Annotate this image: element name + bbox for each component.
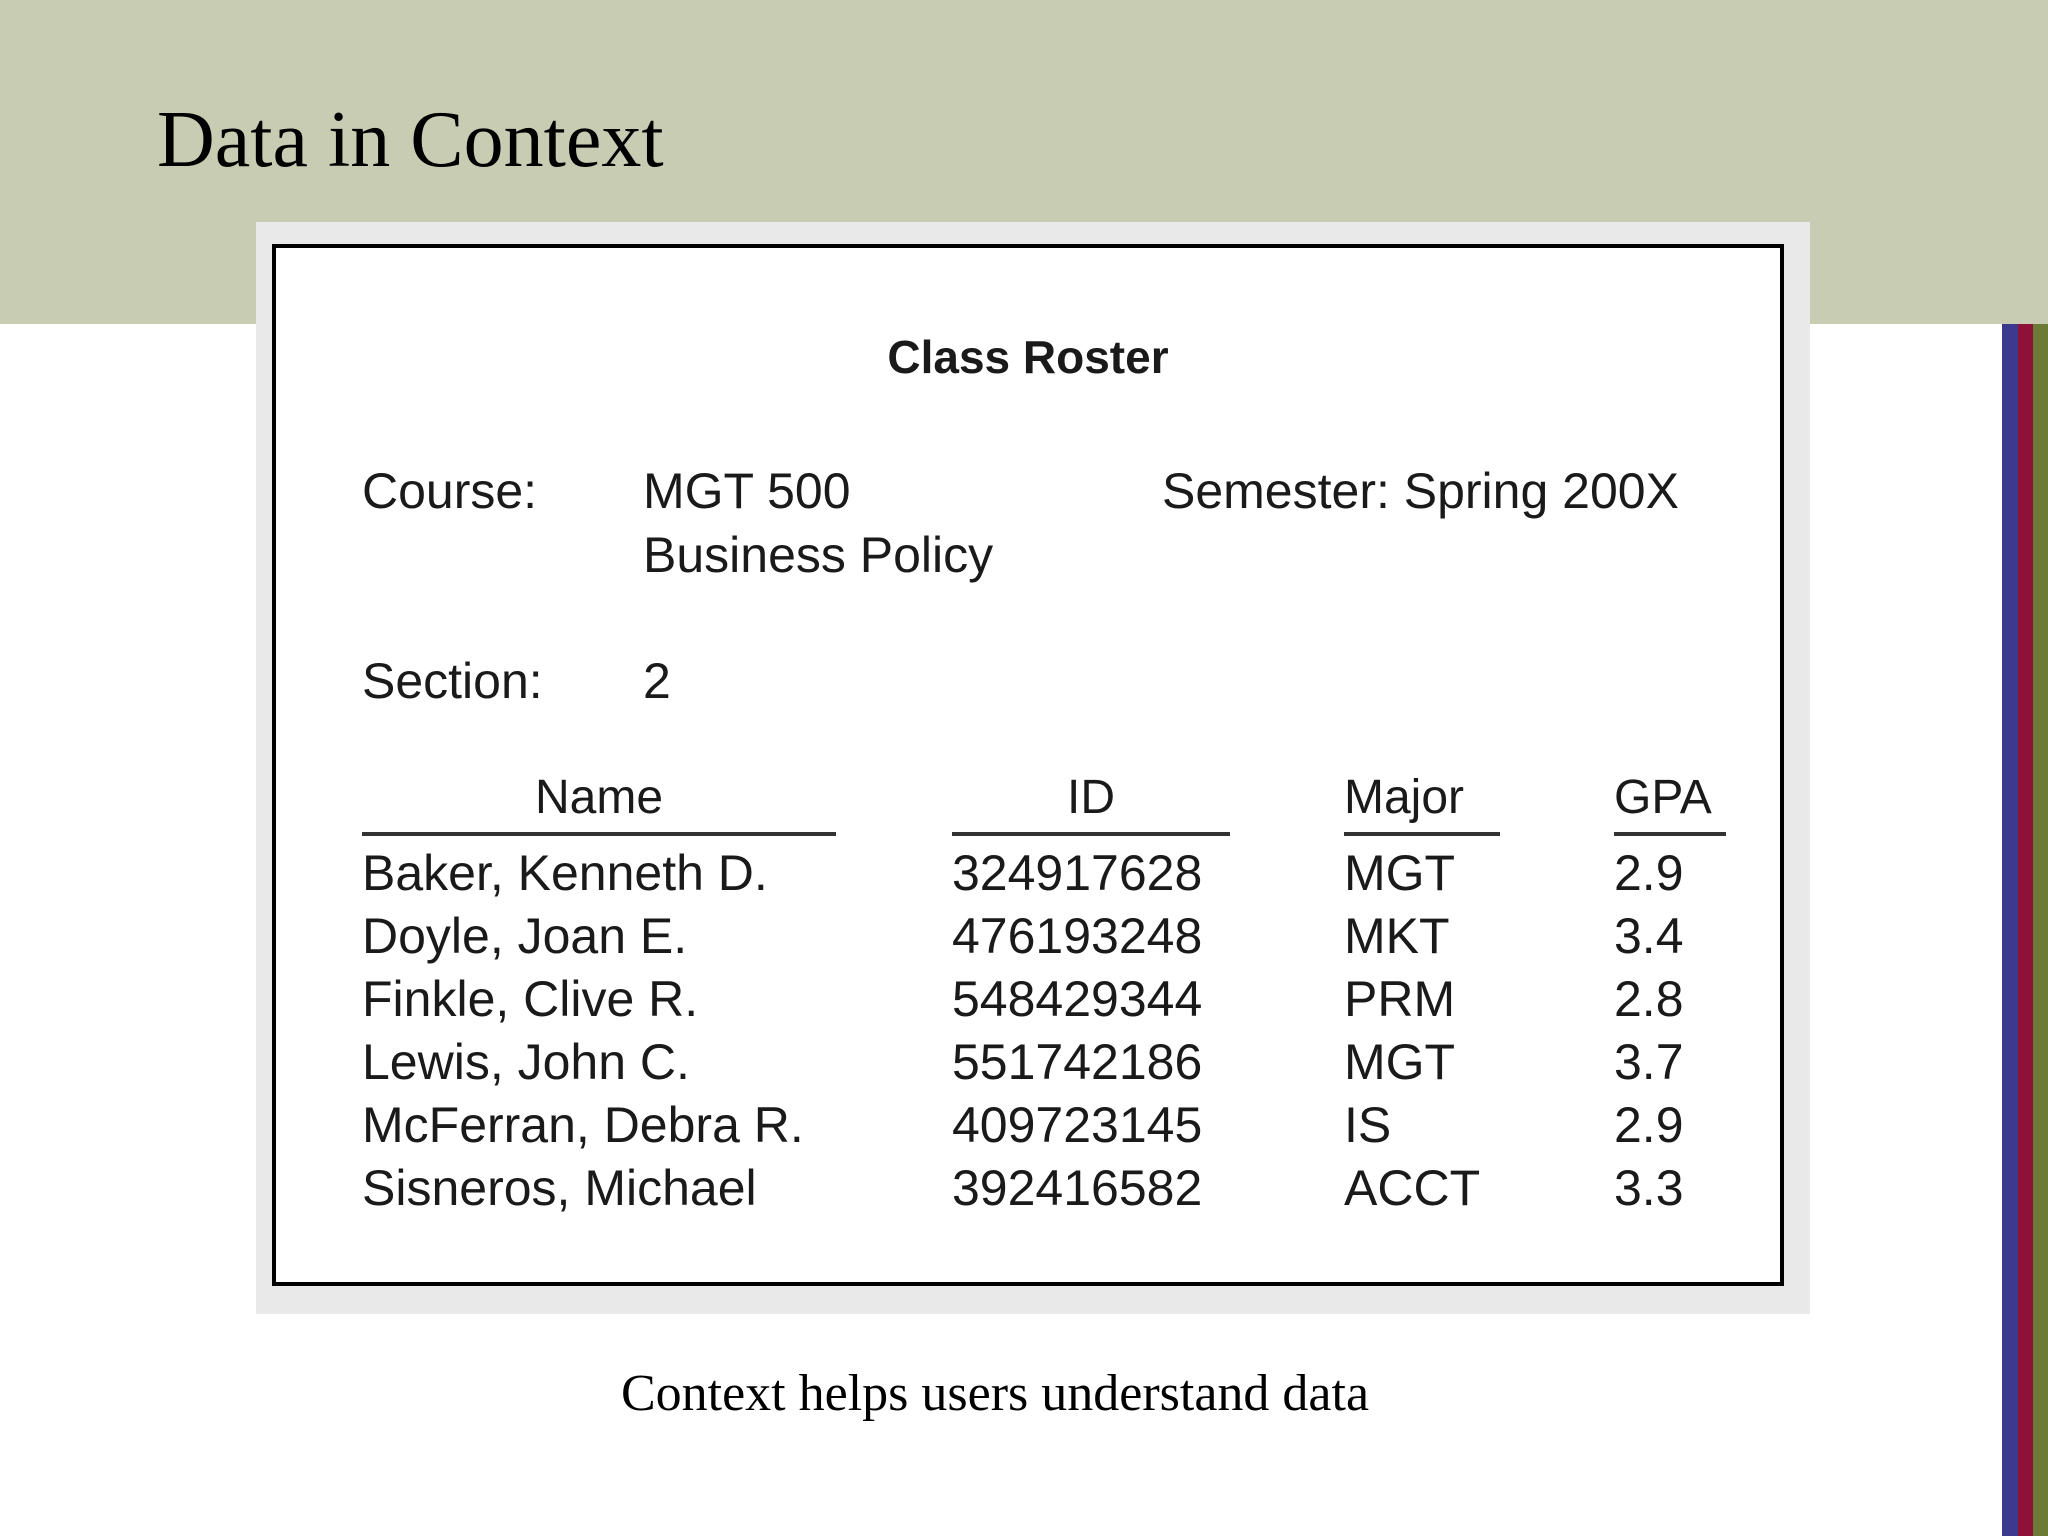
course-name: Business Policy (643, 527, 994, 583)
class-roster (272, 244, 1784, 1286)
roster-rows (276, 845, 1780, 1226)
table-row (276, 845, 1780, 911)
section-label: Section: (362, 653, 543, 709)
student-gpa: 3.3 (1614, 1160, 1684, 1216)
table-row (276, 908, 1780, 974)
student-major: MGT (1344, 1034, 1456, 1090)
student-gpa: 2.9 (1614, 1097, 1684, 1153)
student-gpa: 3.7 (1614, 1034, 1684, 1090)
student-id: 548429344 (952, 971, 1203, 1027)
student-id: 324917628 (952, 845, 1203, 901)
table-row (276, 1034, 1780, 1100)
semester-label: Semester: Spring 200X (1162, 463, 1679, 519)
student-major: IS (1344, 1097, 1392, 1153)
student-major: MKT (1344, 908, 1450, 964)
student-name: Doyle, Joan E. (362, 908, 688, 964)
accent-stripe-red (2018, 324, 2033, 1536)
column-header-id: ID (952, 774, 1230, 836)
slide-title: Data in Context (157, 96, 664, 184)
table-row (276, 971, 1780, 1037)
student-id: 551742186 (952, 1034, 1203, 1090)
student-name: Lewis, John C. (362, 1034, 690, 1090)
student-id: 476193248 (952, 908, 1203, 964)
student-gpa: 2.8 (1614, 971, 1684, 1027)
student-name: Finkle, Clive R. (362, 971, 699, 1027)
student-name: McFerran, Debra R. (362, 1097, 804, 1153)
student-major: MGT (1344, 845, 1456, 901)
accent-stripe-blue (2002, 324, 2018, 1536)
student-id: 392416582 (952, 1160, 1203, 1216)
column-header-major: Major (1344, 774, 1500, 836)
table-row (276, 1097, 1780, 1163)
section-value: 2 (643, 653, 671, 709)
slide-caption: Context helps users understand data (620, 1365, 1370, 1422)
student-gpa: 2.9 (1614, 845, 1684, 901)
student-name: Baker, Kenneth D. (362, 845, 768, 901)
roster-title: Class Roster (887, 331, 1169, 383)
column-header-gpa: GPA (1614, 774, 1726, 836)
accent-stripe-green (2033, 324, 2048, 1536)
student-major: ACCT (1344, 1160, 1481, 1216)
table-row (276, 1160, 1780, 1226)
course-code: MGT 500 (643, 463, 851, 519)
column-header-name: Name (362, 774, 836, 836)
student-name: Sisneros, Michael (362, 1160, 757, 1216)
course-label: Course: (362, 463, 538, 519)
student-gpa: 3.4 (1614, 908, 1684, 964)
student-id: 409723145 (952, 1097, 1203, 1153)
student-major: PRM (1344, 971, 1456, 1027)
